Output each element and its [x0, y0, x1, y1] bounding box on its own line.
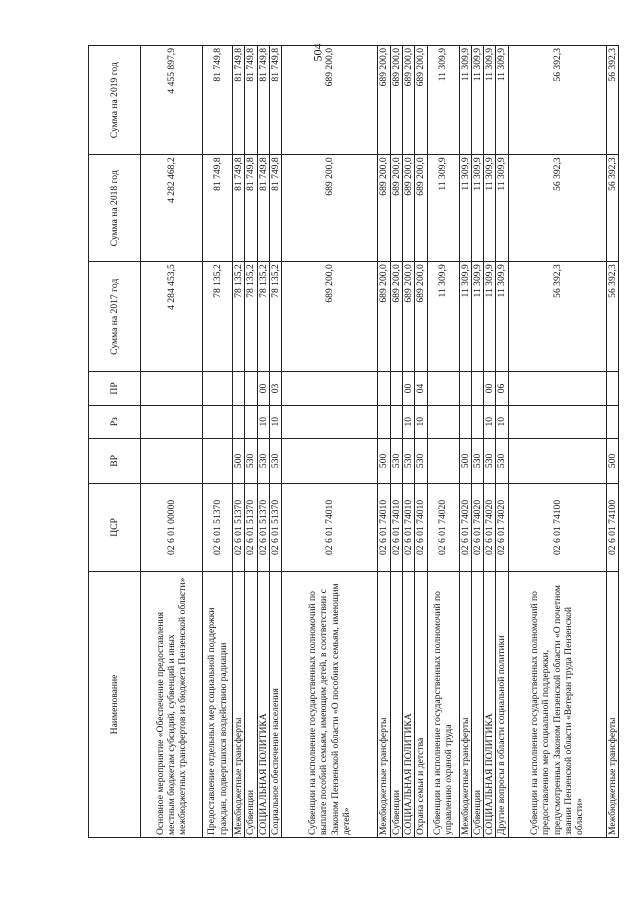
- cell-sum-2018: 11 309,9: [471, 155, 483, 262]
- cell-name: Межбюджетные трансферты: [606, 571, 618, 837]
- cell-rz: 10: [484, 405, 496, 438]
- page-number: 504: [310, 43, 325, 62]
- cell-vr: 500: [606, 438, 618, 483]
- cell-sum-2019: 689 200,0: [378, 46, 390, 155]
- cell-rz: [390, 405, 402, 438]
- header-vr: ВР: [89, 438, 141, 483]
- cell-sum-2017: 11 309,9: [459, 262, 471, 372]
- header-name: Наименование: [89, 571, 141, 837]
- budget-table: [88, 45, 619, 838]
- cell-sum-2017: 78 135,2: [245, 262, 257, 372]
- cell-sum-2019: 11 309,9: [484, 46, 496, 155]
- cell-csr: 02 6 01 74010: [415, 483, 427, 571]
- cell-rz: [459, 405, 471, 438]
- cell-csr: 02 6 01 74010: [282, 483, 378, 571]
- table-row: [508, 46, 606, 838]
- cell-vr: 500: [459, 438, 471, 483]
- cell-sum-2017: 689 200,0: [402, 262, 414, 372]
- cell-pr: [390, 372, 402, 405]
- cell-csr: 02 6 01 51370: [233, 483, 245, 571]
- cell-vr: 500: [378, 438, 390, 483]
- cell-name: СОЦИАЛЬНАЯ ПОЛИТИКА: [257, 571, 269, 837]
- cell-rz: [203, 405, 233, 438]
- cell-sum-2017: 689 200,0: [390, 262, 402, 372]
- table-row: [427, 46, 459, 838]
- cell-rz: [606, 405, 618, 438]
- cell-name: Субвенции: [245, 571, 257, 837]
- cell-sum-2017: 56 392,3: [508, 262, 606, 372]
- cell-csr: 02 6 01 74020: [459, 483, 471, 571]
- header-sum-2017: Сумма на 2017 год: [89, 262, 141, 372]
- cell-sum-2017: 11 309,9: [484, 262, 496, 372]
- cell-rz: 10: [257, 405, 269, 438]
- cell-sum-2019: 81 749,8: [233, 46, 245, 155]
- cell-vr: [282, 438, 378, 483]
- cell-sum-2019: 81 749,8: [269, 46, 281, 155]
- table-row: [484, 46, 496, 838]
- cell-csr: 02 6 01 74100: [606, 483, 618, 571]
- cell-sum-2018: 689 200,0: [282, 155, 378, 262]
- cell-pr: [203, 372, 233, 405]
- cell-pr: 04: [415, 372, 427, 405]
- table-row: [269, 46, 281, 838]
- cell-vr: 500: [233, 438, 245, 483]
- table-row: [378, 46, 390, 838]
- cell-sum-2018: 689 200,0: [415, 155, 427, 262]
- cell-pr: 00: [257, 372, 269, 405]
- cell-csr: 02 6 01 51370: [269, 483, 281, 571]
- cell-pr: [378, 372, 390, 405]
- cell-sum-2018: 11 309,9: [459, 155, 471, 262]
- cell-sum-2017: 689 200,0: [282, 262, 378, 372]
- table-row: [606, 46, 618, 838]
- header-pr: ПР: [89, 372, 141, 405]
- cell-sum-2017: 689 200,0: [415, 262, 427, 372]
- cell-csr: 02 6 01 51370: [245, 483, 257, 571]
- cell-sum-2019: 11 309,9: [427, 46, 459, 155]
- cell-csr: 02 6 01 74010: [378, 483, 390, 571]
- cell-sum-2019: 689 200,0: [390, 46, 402, 155]
- cell-rz: 10: [496, 405, 508, 438]
- cell-pr: [508, 372, 606, 405]
- table-row: [390, 46, 402, 838]
- cell-sum-2019: 81 749,8: [203, 46, 233, 155]
- cell-name: Межбюджетные трансферты: [459, 571, 471, 837]
- cell-sum-2019: 56 392,3: [606, 46, 618, 155]
- cell-pr: [141, 372, 203, 405]
- table-row: [402, 46, 414, 838]
- cell-rz: 10: [402, 405, 414, 438]
- cell-vr: 530: [496, 438, 508, 483]
- header-sum-2018: Сумма на 2018 год: [89, 155, 141, 262]
- cell-rz: [245, 405, 257, 438]
- cell-csr: 02 6 01 74010: [402, 483, 414, 571]
- cell-sum-2018: 56 392,3: [508, 155, 606, 262]
- cell-pr: [459, 372, 471, 405]
- cell-sum-2018: 11 309,9: [484, 155, 496, 262]
- cell-csr: 02 6 01 51370: [203, 483, 233, 571]
- cell-csr: 02 6 01 00000: [141, 483, 203, 571]
- cell-sum-2018: 81 749,8: [233, 155, 245, 262]
- cell-name: Субвенции на исполнение государственных полномочий по управлению охраной труда: [427, 571, 459, 837]
- cell-sum-2018: 689 200,0: [402, 155, 414, 262]
- header-sum-2019: Сумма на 2019 год: [89, 46, 141, 155]
- cell-name: СОЦИАЛЬНАЯ ПОЛИТИКА: [402, 571, 414, 837]
- table-row: [282, 46, 378, 838]
- cell-vr: [508, 438, 606, 483]
- cell-csr: 02 6 01 74010: [390, 483, 402, 571]
- table-row: [141, 46, 203, 838]
- cell-vr: [427, 438, 459, 483]
- cell-sum-2019: 56 392,3: [508, 46, 606, 155]
- header-csr: ЦСР: [89, 483, 141, 571]
- cell-rz: 10: [415, 405, 427, 438]
- cell-pr: 00: [484, 372, 496, 405]
- header-rz: Рз: [89, 405, 141, 438]
- cell-csr: 02 6 01 74100: [508, 483, 606, 571]
- cell-name: Другие вопросы в области социальной политики: [496, 571, 508, 837]
- cell-pr: 03: [269, 372, 281, 405]
- cell-csr: 02 6 01 74020: [427, 483, 459, 571]
- table-row: [459, 46, 471, 838]
- cell-pr: [427, 372, 459, 405]
- cell-sum-2017: 11 309,9: [471, 262, 483, 372]
- cell-pr: 06: [496, 372, 508, 405]
- cell-sum-2017: 11 309,9: [496, 262, 508, 372]
- cell-sum-2017: 56 392,3: [606, 262, 618, 372]
- table-row: [233, 46, 245, 838]
- cell-sum-2017: 4 284 453,5: [141, 262, 203, 372]
- cell-sum-2018: 81 749,8: [257, 155, 269, 262]
- table-row: [496, 46, 508, 838]
- table-row: [245, 46, 257, 838]
- cell-sum-2019: 689 200,0: [402, 46, 414, 155]
- cell-vr: 530: [257, 438, 269, 483]
- cell-sum-2019: 689 200,0: [282, 46, 378, 155]
- cell-pr: [282, 372, 378, 405]
- cell-sum-2019: 81 749,8: [257, 46, 269, 155]
- cell-name: Охрана семьи и детства: [415, 571, 427, 837]
- cell-rz: 10: [269, 405, 281, 438]
- cell-name: Социальное обеспечение населения: [269, 571, 281, 837]
- cell-name: Субвенции на исполнение государственных полномочий по предоставлению мер социальной поддержки, предусмотренных Законом Пензенской области «О почетном звании Пензенской области «Ветеран труда Пензенской области»: [508, 571, 606, 837]
- cell-vr: 530: [269, 438, 281, 483]
- cell-rz: [141, 405, 203, 438]
- cell-name: Субвенции на исполнение государственных полномочий по выплате пособий семьям, имеющим детей, в соответствии с Законом Пензенской области «О пособиях семьям, имеющим детей»: [282, 571, 378, 837]
- cell-vr: 530: [245, 438, 257, 483]
- table-row: [415, 46, 427, 838]
- cell-name: Субвенции: [390, 571, 402, 837]
- cell-sum-2018: 56 392,3: [606, 155, 618, 262]
- cell-rz: [508, 405, 606, 438]
- cell-sum-2019: 11 309,9: [459, 46, 471, 155]
- cell-vr: 530: [471, 438, 483, 483]
- cell-sum-2019: 689 200,0: [415, 46, 427, 155]
- cell-vr: 530: [415, 438, 427, 483]
- cell-vr: 530: [390, 438, 402, 483]
- cell-rz: [282, 405, 378, 438]
- table-row: [257, 46, 269, 838]
- cell-sum-2019: 11 309,9: [471, 46, 483, 155]
- table-row: [203, 46, 233, 838]
- cell-pr: [233, 372, 245, 405]
- cell-rz: [427, 405, 459, 438]
- cell-rz: [471, 405, 483, 438]
- cell-csr: 02 6 01 51370: [257, 483, 269, 571]
- cell-sum-2019: 11 309,9: [496, 46, 508, 155]
- cell-sum-2017: 78 135,2: [269, 262, 281, 372]
- cell-pr: [606, 372, 618, 405]
- cell-vr: 530: [484, 438, 496, 483]
- cell-pr: 00: [402, 372, 414, 405]
- cell-pr: [245, 372, 257, 405]
- cell-rz: [233, 405, 245, 438]
- cell-sum-2017: 78 135,2: [257, 262, 269, 372]
- cell-sum-2017: 11 309,9: [427, 262, 459, 372]
- cell-name: Межбюджетные трансферты: [378, 571, 390, 837]
- cell-sum-2018: 11 309,9: [427, 155, 459, 262]
- table-row: [471, 46, 483, 838]
- cell-rz: [378, 405, 390, 438]
- table-header-row: [89, 46, 141, 838]
- budget-table-rotated: [88, 45, 618, 838]
- cell-sum-2018: 81 749,8: [203, 155, 233, 262]
- cell-vr: [141, 438, 203, 483]
- cell-csr: 02 6 01 74020: [484, 483, 496, 571]
- cell-sum-2017: 78 135,2: [233, 262, 245, 372]
- cell-name: Основное мероприятие «Обеспечение предоставления местным бюджетам субсидий, субвенций и иных межбюджетных трансфертов из бюджета Пензенской области»: [141, 571, 203, 837]
- cell-name: Межбюджетные трансферты: [233, 571, 245, 837]
- cell-sum-2018: 81 749,8: [269, 155, 281, 262]
- cell-vr: [203, 438, 233, 483]
- cell-name: СОЦИАЛЬНАЯ ПОЛИТИКА: [484, 571, 496, 837]
- cell-name: Субвенции: [471, 571, 483, 837]
- cell-sum-2019: 81 749,8: [245, 46, 257, 155]
- cell-sum-2018: 4 282 468,2: [141, 155, 203, 262]
- cell-sum-2018: 11 309,9: [496, 155, 508, 262]
- cell-sum-2017: 689 200,0: [378, 262, 390, 372]
- cell-sum-2019: 4 455 897,9: [141, 46, 203, 155]
- cell-sum-2018: 689 200,0: [378, 155, 390, 262]
- cell-sum-2018: 689 200,0: [390, 155, 402, 262]
- cell-csr: 02 6 01 74020: [471, 483, 483, 571]
- cell-sum-2017: 78 135,2: [203, 262, 233, 372]
- cell-csr: 02 6 01 74020: [496, 483, 508, 571]
- cell-sum-2018: 81 749,8: [245, 155, 257, 262]
- cell-pr: [471, 372, 483, 405]
- cell-vr: 530: [402, 438, 414, 483]
- cell-name: Предоставление отдельных мер социальной поддержки граждан, подвергшихся воздействию радиации: [203, 571, 233, 837]
